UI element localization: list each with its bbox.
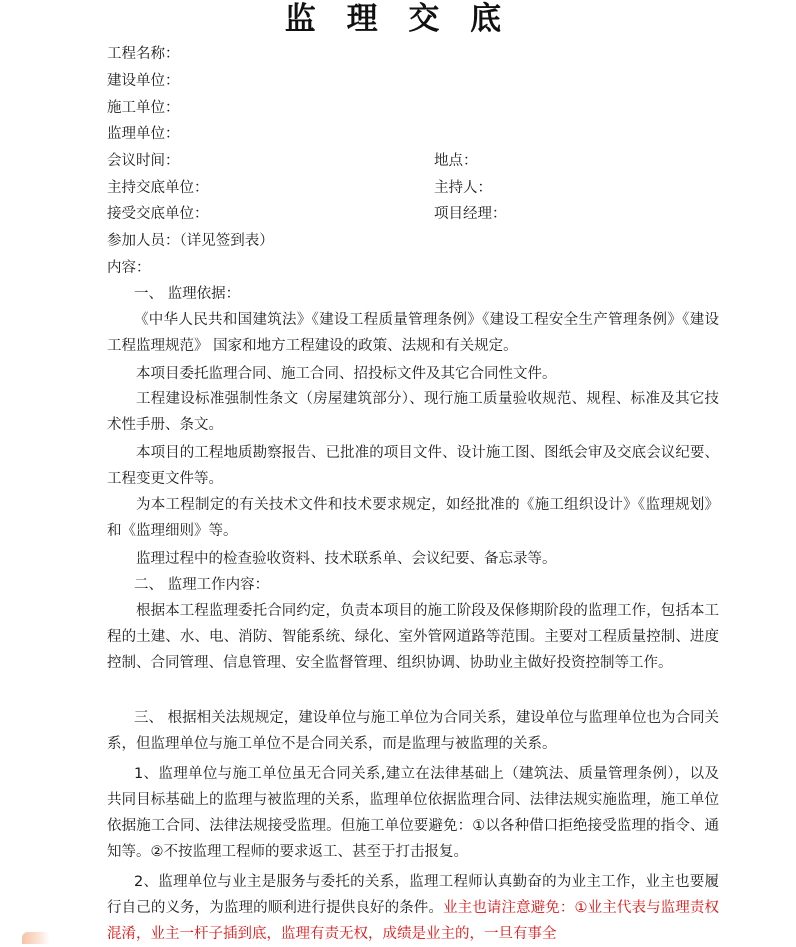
content-label: 内容： (107, 260, 151, 276)
paragraph-text: 2、监理单位与业主是服务与委托的关系，监理工程师认真勤奋的为业主工作，业主也要履行自己的义务，为监理的顺利进行提供良好的条件。 (107, 874, 719, 916)
paragraph: 为本工程制定的有关技术文件和技术要求规定，如经批准的《施工组织设计》《监理规划》和《监理细则》等。 (107, 497, 719, 539)
paragraph: 本项目的工程地质勘察报告、已批准的项目文件、设计施工图、图纸会审及交底会议纪要、工程变更文件等。 (107, 445, 719, 487)
supervision-unit-label: 监理单位： (107, 126, 180, 142)
paragraph: 1、监理单位与施工单位虽无合同关系,建立在法律基础上（建筑法、质量管理条例），以及共同目标基础上的监理与被监理的关系，监理单位依据监理合同、法律法规实施监理，施工单位依据施工合同、法律法规接受监理。但施工单位要避免：①以各种借口拒绝接受监理的指令、通知等。②不按监理工程师的要求返工、甚至于打击报复。 (107, 766, 719, 860)
paragraph: 工程建设标准强制性条文（房屋建筑部分）、现行施工质量验收规范、规程、标准及其它技术性手册、条文。 (107, 391, 719, 433)
meeting-time-label: 会议时间： (107, 153, 180, 169)
section-heading-work-content: 二、 监理工作内容： (134, 577, 270, 593)
paragraph: 《中华人民共和国建筑法》《建设工程质量管理条例》《建设工程安全生产管理条例》《建设工程监理规范》 国家和地方工程建设的政策、法规和有关规定。 (107, 312, 719, 354)
project-name-label: 工程名称： (107, 46, 180, 62)
host-label: 主持人： (434, 180, 492, 196)
paragraph: 本项目委托监理合同、施工合同、招投标文件及其它合同性文件。 (136, 366, 557, 382)
location-label: 地点： (434, 153, 478, 169)
paragraph: 根据本工程监理委托合同约定，负责本项目的施工阶段及保修期阶段的监理工作，包括本工程的土建、水、电、消防、智能系统、绿化、室外管网道路等范围。主要对工程质量控制、进度控制、合同管理、信息管理、安全监督管理、组织协调、协助业主做好投资控制等工作。 (107, 603, 719, 671)
construction-unit-label: 建设单位： (107, 73, 180, 89)
page-corner-mark (22, 932, 50, 944)
section-heading-basis: 一、 监理依据： (134, 286, 241, 302)
receiving-unit-label: 接受交底单位： (107, 206, 209, 222)
section-heading-relations: 三、 根据相关法规规定，建设单位与施工单位为合同关系，建设单位与监理单位也为合同关系，但监理单位与施工单位不是合同关系，而是监理与被监理的关系。 (107, 710, 719, 752)
paragraph: 监理过程中的检查验收资料、技术联系单、会议纪要、备忘录等。 (136, 551, 557, 567)
project-manager-label: 项目经理： (434, 206, 507, 222)
builder-unit-label: 施工单位： (107, 100, 180, 116)
host-unit-label: 主持交底单位： (107, 180, 209, 196)
document-title: 监 理 交 底 (284, 1, 512, 37)
attendees-label: 参加人员：（详见签到表） (107, 233, 274, 249)
paragraph (107, 869, 719, 947)
warning-text: 业主也请注意避免：①业主代表与监理责权混淆，业主一杆子插到底，监理有责无权，成绩是业主的，一旦有事全 (107, 900, 720, 942)
